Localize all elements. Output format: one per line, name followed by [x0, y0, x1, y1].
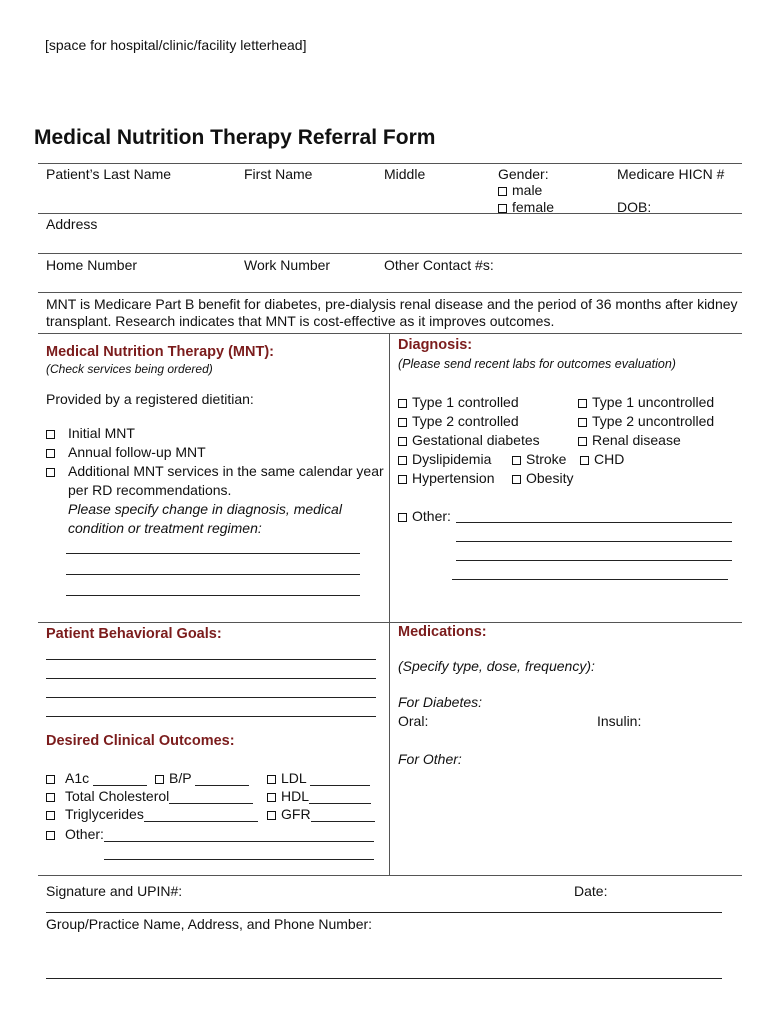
diagnosis-other-input-line[interactable] [456, 522, 732, 523]
clinical-outcomes-heading: Desired Clinical Outcomes: [46, 733, 235, 749]
last-name-label: Patient’s Last Name [46, 166, 172, 182]
mnt-heading: Medical Nutrition Therapy (MNT): [46, 344, 274, 360]
bp-label: B/P [169, 770, 192, 786]
specify-change-line2: condition or treatment regimen: [68, 520, 262, 536]
mnt-notice-line1: MNT is Medicare Part B benefit for diabetes, pre-dialysis renal disease and the period of 36 months after kidney [46, 296, 738, 312]
male-label: male [512, 182, 543, 198]
letterhead-placeholder: [space for hospital/clinic/facility letterhead] [45, 37, 307, 53]
type2-controlled-label: Type 2 controlled [412, 413, 519, 429]
chd-option[interactable] [580, 451, 624, 467]
work-number-label: Work Number [244, 257, 331, 273]
goals-input-line[interactable] [46, 678, 376, 679]
provided-by-label: Provided by a registered dietitian: [46, 391, 254, 407]
other-contact-label: Other Contact #s: [384, 257, 494, 273]
divider [38, 213, 742, 214]
checkbox-icon[interactable] [578, 418, 587, 427]
checkbox-icon[interactable] [578, 437, 587, 446]
triglycerides-label: Triglycerides [65, 806, 144, 822]
checkbox-icon[interactable] [512, 475, 521, 484]
checkbox-icon[interactable] [155, 775, 164, 784]
checkbox-icon[interactable] [498, 187, 507, 196]
signature-input-line[interactable] [46, 912, 722, 913]
gfr-option[interactable] [267, 806, 375, 822]
checkbox-icon[interactable] [398, 475, 407, 484]
outcomes-other-label: Other: [65, 826, 104, 842]
a1c-option[interactable] [46, 770, 147, 786]
checkbox-icon[interactable] [46, 793, 55, 802]
checkbox-icon[interactable] [398, 399, 407, 408]
initial-mnt-option[interactable] [46, 425, 135, 441]
specify-change-input-line[interactable] [66, 574, 360, 575]
goals-input-line[interactable] [46, 716, 376, 717]
triglycerides-option[interactable] [46, 806, 258, 822]
group-practice-label: Group/Practice Name, Address, and Phone Number: [46, 916, 373, 932]
gfr-input-line[interactable] [311, 807, 375, 822]
form-title: Medical Nutrition Therapy Referral Form [34, 126, 436, 149]
outcomes-other-input-line[interactable] [104, 859, 374, 860]
checkbox-icon[interactable] [398, 456, 407, 465]
middle-name-label: Middle [384, 166, 426, 182]
ldl-option[interactable] [267, 770, 370, 786]
additional-mnt-label: Additional MNT services in the same calendar year [68, 463, 384, 479]
gestational-diabetes-option[interactable] [398, 432, 540, 448]
type1-uncontrolled-label: Type 1 uncontrolled [592, 394, 715, 410]
goals-input-line[interactable] [46, 697, 376, 698]
gfr-label: GFR [281, 806, 311, 822]
checkbox-icon[interactable] [398, 437, 407, 446]
address-label: Address [46, 216, 98, 232]
a1c-input-line[interactable] [93, 771, 147, 786]
renal-disease-label: Renal disease [592, 432, 681, 448]
medications-specify: (Specify type, dose, frequency): [398, 658, 595, 674]
checkbox-icon[interactable] [512, 456, 521, 465]
home-number-label: Home Number [46, 257, 138, 273]
checkbox-icon[interactable] [398, 418, 407, 427]
hdl-input-line[interactable] [309, 789, 371, 804]
stroke-option[interactable] [512, 451, 566, 467]
bp-input-line[interactable] [195, 771, 249, 786]
bp-option[interactable] [155, 770, 249, 786]
mnt-notice-line2: transplant. Research indicates that MNT is cost-effective as it improves outcomes. [46, 313, 555, 329]
annual-followup-label: Annual follow-up MNT [68, 444, 206, 460]
diagnosis-other-input-line[interactable] [452, 579, 728, 580]
dyslipidemia-label: Dyslipidemia [412, 451, 492, 467]
gestational-diabetes-label: Gestational diabetes [412, 432, 540, 448]
checkbox-icon[interactable] [267, 793, 276, 802]
divider [38, 622, 742, 623]
type2-controlled-option[interactable] [398, 413, 519, 429]
checkbox-icon[interactable] [498, 204, 507, 213]
group-practice-input-line[interactable] [46, 978, 722, 979]
hypertension-option[interactable] [398, 470, 495, 486]
checkbox-icon[interactable] [46, 430, 55, 439]
gender-label: Gender: [498, 166, 549, 182]
total-cholesterol-label: Total Cholesterol [65, 788, 170, 804]
goals-input-line[interactable] [46, 659, 376, 660]
checkbox-icon[interactable] [580, 456, 589, 465]
ldl-input-line[interactable] [310, 771, 370, 786]
checkbox-icon[interactable] [398, 513, 407, 522]
insulin-label: Insulin: [597, 713, 642, 729]
checkbox-icon[interactable] [267, 811, 276, 820]
divider [38, 875, 742, 876]
checkbox-icon[interactable] [46, 831, 55, 840]
checkbox-icon[interactable] [46, 468, 55, 477]
checkbox-icon[interactable] [267, 775, 276, 784]
column-divider [389, 333, 390, 875]
annual-followup-option[interactable] [46, 444, 206, 460]
checkbox-icon[interactable] [578, 399, 587, 408]
a1c-label: A1c [65, 770, 90, 786]
specify-change-line1: Please specify change in diagnosis, medical [68, 501, 342, 517]
specify-change-input-line[interactable] [66, 553, 360, 554]
type1-uncontrolled-option[interactable] [578, 394, 714, 410]
hdl-option[interactable] [267, 788, 371, 804]
hypertension-label: Hypertension [412, 470, 495, 486]
obesity-label: Obesity [526, 470, 574, 486]
medicare-hicn-label: Medicare HICN # [617, 166, 725, 182]
type2-uncontrolled-label: Type 2 uncontrolled [592, 413, 715, 429]
outcomes-other-option[interactable] [46, 826, 374, 842]
female-label: female [512, 199, 555, 215]
dyslipidemia-option[interactable] [398, 451, 491, 467]
outcomes-other-input-line[interactable] [104, 827, 374, 842]
additional-mnt-label-cont: per RD recommendations. [68, 482, 232, 498]
divider [38, 292, 742, 293]
oral-label: Oral: [398, 713, 429, 729]
total-cholesterol-input-line[interactable] [169, 789, 253, 804]
initial-mnt-label: Initial MNT [68, 425, 135, 441]
specify-change-input-line[interactable] [66, 595, 360, 596]
mnt-subheading: (Check services being ordered) [46, 362, 213, 376]
for-other-label: For Other: [398, 751, 462, 767]
type1-controlled-option[interactable] [398, 394, 519, 410]
hdl-label: HDL [281, 788, 310, 804]
chd-label: CHD [594, 451, 625, 467]
date-label: Date: [574, 883, 608, 899]
type1-controlled-label: Type 1 controlled [412, 394, 519, 410]
diagnosis-other-input-line[interactable] [456, 560, 732, 561]
obesity-option[interactable] [512, 470, 573, 486]
diagnosis-other-option[interactable] [398, 508, 451, 524]
first-name-label: First Name [244, 166, 313, 182]
divider [38, 163, 742, 164]
behavioral-goals-heading: Patient Behavioral Goals: [46, 626, 222, 642]
for-diabetes-label: For Diabetes: [398, 694, 483, 710]
additional-mnt-option[interactable] [46, 463, 384, 479]
divider [38, 333, 742, 334]
medications-heading: Medications: [398, 624, 487, 640]
dob-label: DOB: [617, 199, 652, 215]
checkbox-icon[interactable] [46, 775, 55, 784]
renal-disease-option[interactable] [578, 432, 681, 448]
ldl-label: LDL [281, 770, 307, 786]
diagnosis-heading: Diagnosis: [398, 337, 473, 353]
diagnosis-other-input-line[interactable] [456, 541, 732, 542]
diagnosis-subheading: (Please send recent labs for outcomes evaluation) [398, 357, 676, 371]
type2-uncontrolled-option[interactable] [578, 413, 714, 429]
total-cholesterol-option[interactable] [46, 788, 253, 804]
gender-male-option[interactable] [498, 182, 542, 198]
triglycerides-input-line[interactable] [144, 807, 258, 822]
divider [38, 253, 742, 254]
signature-upin-label: Signature and UPIN#: [46, 883, 183, 899]
checkbox-icon[interactable] [46, 811, 55, 820]
checkbox-icon[interactable] [46, 449, 55, 458]
stroke-label: Stroke [526, 451, 567, 467]
diagnosis-other-label: Other: [412, 508, 451, 524]
